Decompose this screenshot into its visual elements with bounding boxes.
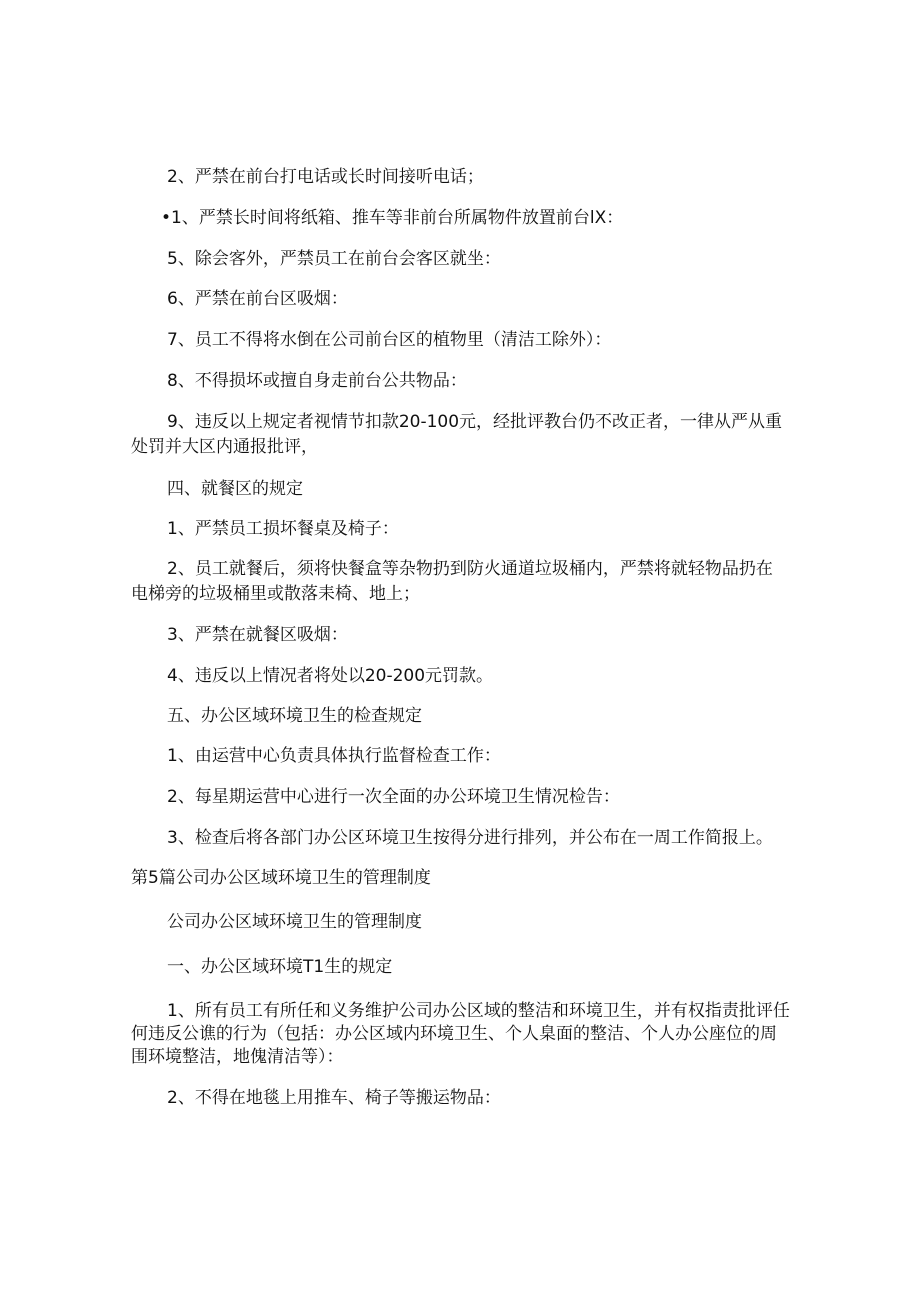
paragraph-front-desk-penalty-line1: 9、违反以上规定者视情节扣款20-100元，经批评教台仍不改正者，一律从严从重 [167, 412, 783, 432]
paragraph-dining-smoking: 3、严禁在就餐区吸烟： [167, 625, 348, 645]
paragraph-office-duty-line2: 何违反公谯的行为（包括：办公区域内环境卫生、个人臬面的整洁、个人办公座位的周 [131, 1024, 777, 1044]
paragraph-front-desk-phone: 2、严禁在前台打电话或长时间接听电话； [167, 167, 484, 187]
paragraph-front-desk-penalty-line2: 处罚并大区内通报批评， [131, 437, 318, 457]
document-subtitle: 公司办公区域环境卫生的管理制度 [167, 912, 422, 932]
section-heading-office-rules: 一、办公区域环境T1生的规定 [167, 957, 393, 977]
paragraph-dining-furniture: 1、严禁员工损坏餐桌及椅子： [167, 519, 399, 539]
section-heading-dining-area: 四、就餐区的规定 [167, 479, 303, 499]
paragraph-inspection-ranking: 3、检查后将各部门办公区环境卫生按得分进行排列，并公布在一周工作简报上。 [167, 828, 773, 848]
paragraph-office-carpet: 2、不得在地毯上用推车、椅子等搬运物品： [167, 1088, 501, 1108]
paragraph-office-duty-line1: 1、所有员工有所任和义务维护公司办公区域的整洁和环境卫生，并有权指责批评任 [167, 1001, 790, 1021]
paragraph-inspection-supervision: 1、由运营中心负责具体执行监督检查工作： [167, 746, 501, 766]
paragraph-front-desk-seating: 5、除会客外，严禁员工在前台会客区就坐： [167, 249, 501, 269]
section-heading-inspection: 五、办公区域环境卫生的检查规定 [167, 706, 422, 726]
paragraph-dining-penalty: 4、违反以上情况者将处以20-200元罚款。 [167, 666, 494, 686]
paragraph-front-desk-smoking: 6、严禁在前台区吸烟： [167, 289, 348, 309]
paragraph-inspection-weekly: 2、每星期运营中心进行一次全面的办公环境卫生情况检告： [167, 787, 620, 807]
paragraph-dining-trash-line2: 电梯旁的垃圾桶里或散落耒椅、地上； [131, 584, 420, 604]
paragraph-front-desk-items: •1、严禁长时间将纸箱、推车等非前台所属物件放置前台lX： [161, 208, 624, 228]
paragraph-dining-trash-line1: 2、员工就餐后，须将快餐盒等杂物扔到防火通道垃圾桶内，严禁将就轻物品扔在 [167, 559, 773, 579]
paragraph-front-desk-public-items: 8、不得损坏或擅自身走前台公共物品： [167, 371, 467, 391]
chapter-title: 第5篇公司办公区域环境卫生的管理制度 [131, 868, 431, 888]
paragraph-office-duty-line3: 围环境整洁，地傀清洁等）： [131, 1047, 344, 1067]
paragraph-front-desk-plants: 7、员工不得将水倒在公司前台区的植物里（清洁工除外）： [167, 330, 612, 350]
